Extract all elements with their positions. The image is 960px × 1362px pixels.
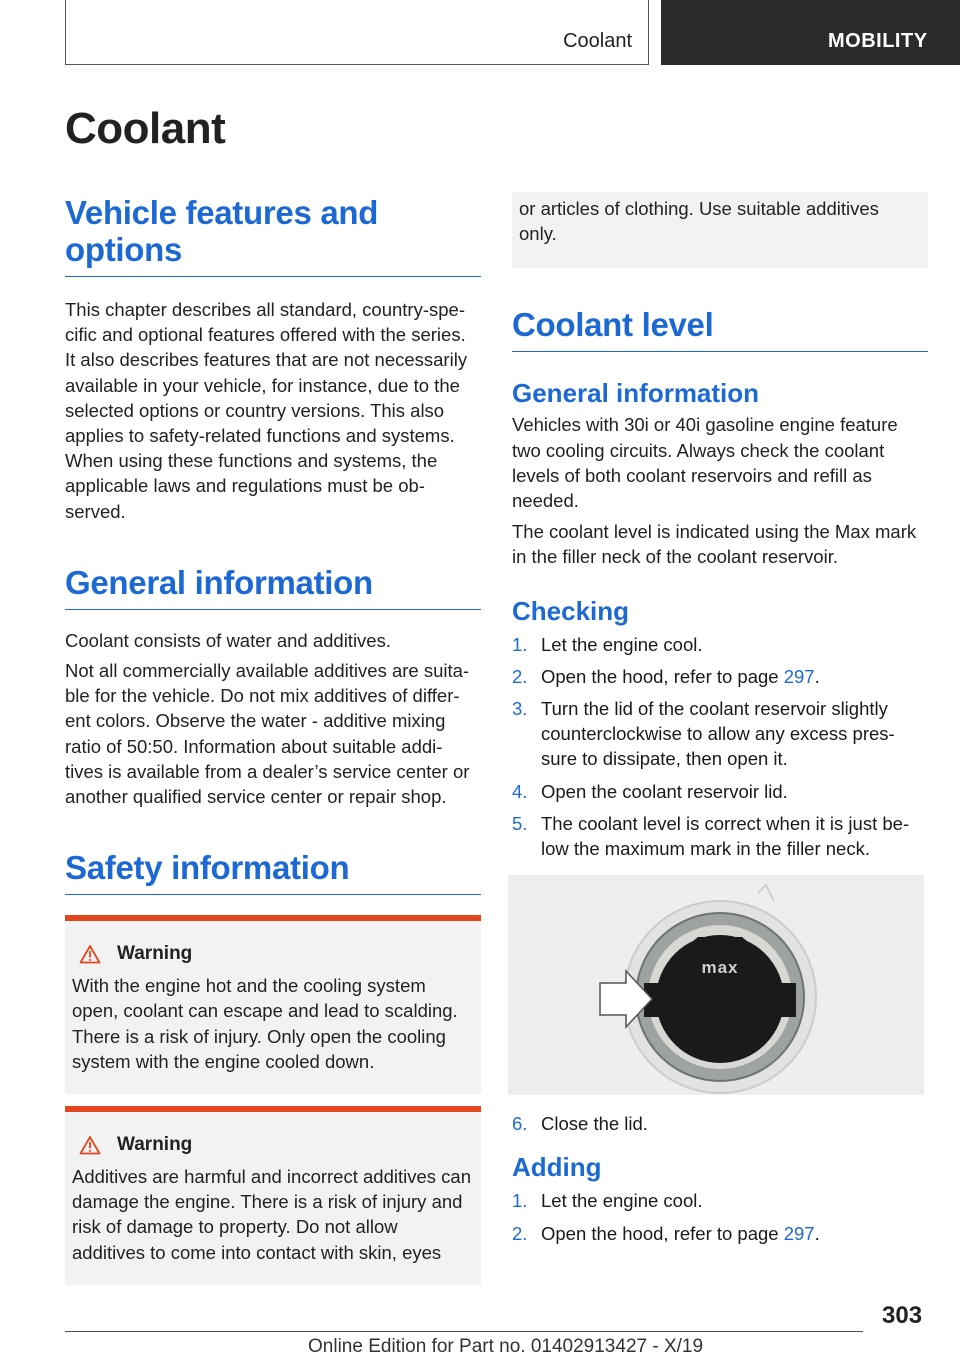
step-number: 2.	[512, 665, 528, 687]
step-text-pre: Open the hood, refer to page	[541, 1222, 784, 1244]
footer-edition: Online Edition for Part no. 01402913427 - X/19	[308, 1336, 704, 1357]
warning-title: Warning	[117, 943, 193, 965]
list-item	[512, 632, 928, 657]
general-information-p2: Not all commercially available additives are suita- ble for the vehicle. Do not mix additives of differ- ent colors. Observe the water - additive mixing ratio of 50:50. Information about suitable addi- tives is available from a dealer’s service center or another qualified service center or repair shop.	[65, 660, 470, 808]
step-number: 4.	[512, 780, 528, 802]
page-link-297[interactable]: 297	[783, 665, 815, 687]
warning-text-continued: or articles of clothing. Use suitable additives only.	[519, 198, 879, 245]
checking-steps	[512, 632, 928, 862]
page-number: 303	[882, 1302, 923, 1329]
step-text: Close the lid.	[541, 1113, 648, 1135]
step-text: The coolant level is correct when it is just be- low the maximum mark in the filler neck.	[541, 812, 910, 860]
coolant-reservoir-figure	[508, 875, 924, 1095]
coolant-general-p2: The coolant level is indicated using the Max mark in the filler neck of the coolant reservoir.	[512, 521, 917, 568]
warning-title: Warning	[117, 1134, 193, 1156]
right-column	[512, 192, 928, 1253]
general-information-p1: Coolant consists of water and additives.	[65, 629, 391, 651]
warning-triangle-icon	[79, 1135, 101, 1155]
adding-heading: Adding	[512, 1152, 602, 1183]
step-number: 6.	[512, 1113, 528, 1135]
vehicle-features-text: This chapter describes all standard, country-spe- cific and optional features offered with the series. It also describes features that are not necessarily available in your vehicle, for instance, due to the selected options or country versions. This also applies to safety-related functions and systems. When using these functions and systems, the applicable laws and regulations must be ob- served.	[65, 299, 468, 522]
vehicle-features-heading-line1: Vehicle features and	[65, 194, 379, 231]
coolant-level-heading: Coolant level	[512, 306, 928, 352]
list-item	[512, 1221, 928, 1246]
step-text	[541, 1221, 928, 1246]
warning-text: Additives are harmful and incorrect additives can damage the engine. There is a risk of injury and risk of damage to property. Do not allow additives to come into contact with skin, eyes	[72, 1166, 471, 1263]
step-number: 1.	[512, 633, 528, 655]
adding-steps	[512, 1188, 928, 1245]
vehicle-features-heading-line2: options	[65, 231, 183, 268]
warning-box-scalding	[65, 915, 481, 1094]
step-number: 3.	[512, 698, 528, 720]
coolant-reservoir-illustration	[508, 875, 924, 1095]
vehicle-features-heading	[65, 194, 481, 277]
step-text: Let the engine cool.	[541, 1190, 703, 1212]
warning-text: With the engine hot and the cooling system open, coolant can escape and lead to scalding. There is a risk of injury. Only open the cooling system with the engine cooled down.	[72, 975, 458, 1072]
checking-heading: Checking	[512, 595, 630, 626]
coolant-general-p1: Vehicles with 30i or 40i gasoline engine feature two cooling circuits. Always check the coolant levels of both coolant reservoirs and refill as needed.	[512, 414, 898, 512]
general-information-heading: General information	[65, 564, 481, 610]
warning-triangle-icon	[79, 944, 101, 964]
step-text-post: .	[814, 665, 820, 687]
step-number: 5.	[512, 812, 528, 834]
step-text-post: .	[814, 1222, 820, 1244]
warning-title-row	[72, 1134, 473, 1156]
step-number: 2.	[512, 1222, 528, 1244]
checking-steps-continued	[512, 1111, 928, 1136]
figure-max-label: max	[701, 958, 739, 978]
coolant-general-heading: General information	[512, 378, 760, 409]
page-link-297[interactable]: 297	[783, 1222, 815, 1244]
header-chapter-tab[interactable]	[661, 0, 960, 65]
list-item	[512, 1111, 928, 1136]
header-section-title: Coolant	[563, 30, 632, 52]
safety-information-heading: Safety information	[65, 849, 481, 895]
page-title: Coolant	[65, 104, 226, 153]
header-section-box	[65, 0, 649, 65]
step-text: Open the coolant reservoir lid.	[541, 780, 788, 802]
step-text: Let the engine cool.	[541, 633, 703, 655]
step-text-pre: Open the hood, refer to page	[541, 665, 784, 687]
left-column	[65, 194, 481, 1285]
list-item	[512, 779, 928, 804]
warning-title-row	[72, 943, 473, 965]
footer-divider	[65, 1331, 863, 1332]
step-text: Turn the lid of the coolant reservoir slightly counterclockwise to allow any excess pres- sure to dissipate, then open it.	[541, 698, 895, 770]
list-item	[512, 696, 928, 772]
list-item	[512, 811, 928, 861]
list-item	[512, 664, 928, 689]
step-number: 1.	[512, 1190, 528, 1212]
warning-box-additives-continued	[512, 192, 928, 268]
header-chapter-label: MOBILITY	[828, 30, 928, 52]
step-text	[541, 664, 928, 689]
list-item	[512, 1188, 928, 1213]
warning-box-additives	[65, 1106, 481, 1285]
